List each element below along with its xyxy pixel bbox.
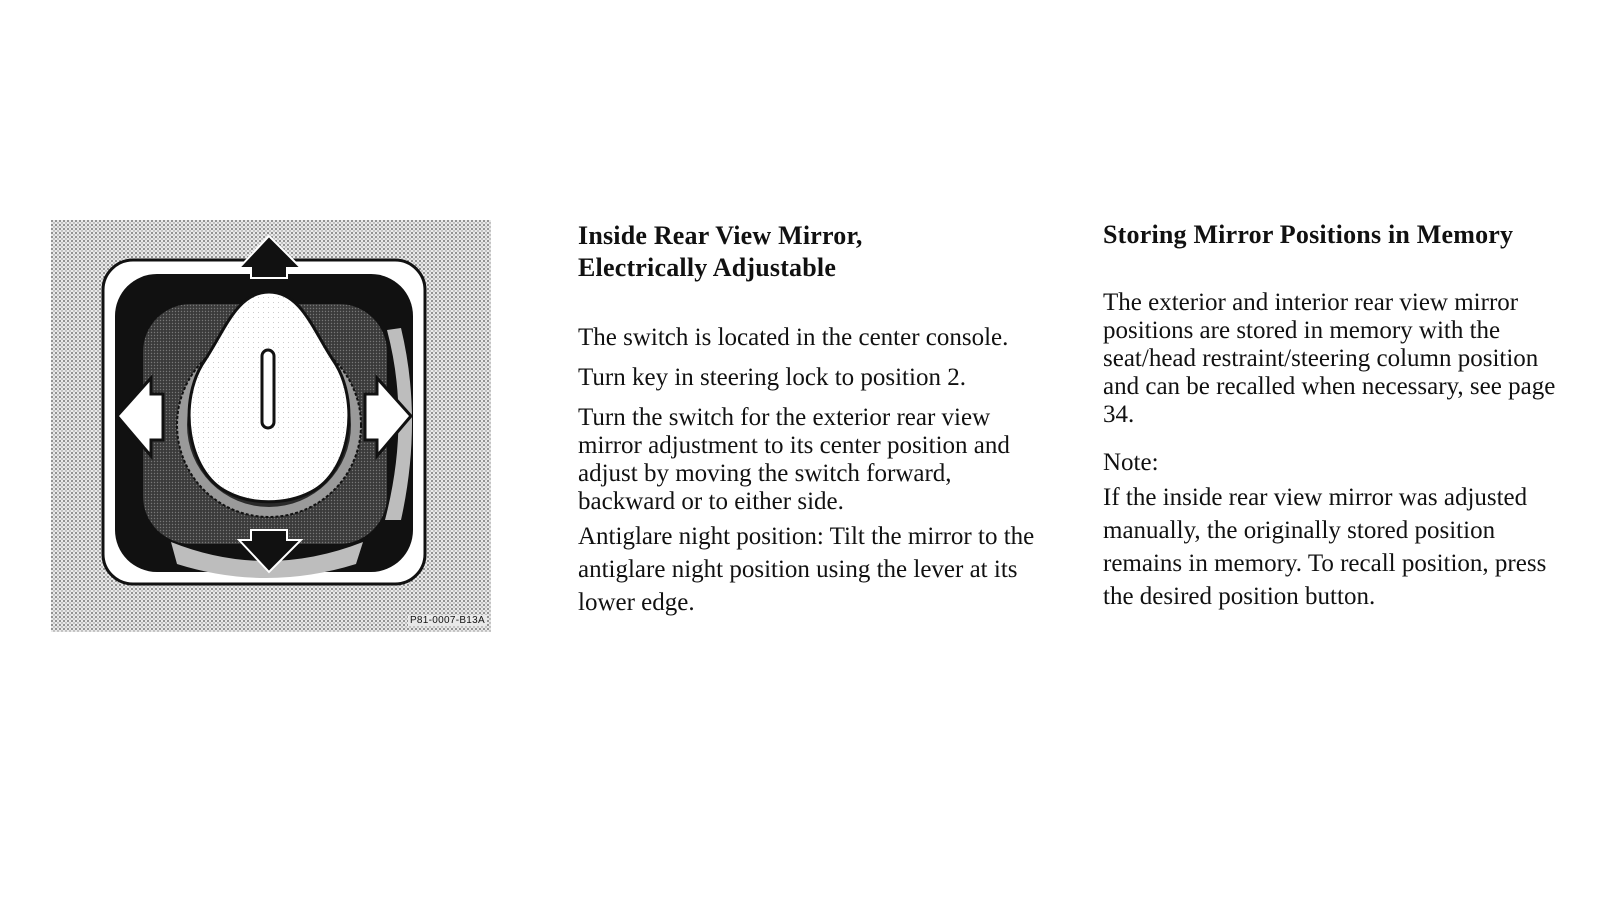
- inside-mirror-section: [578, 220, 1048, 619]
- figure-code-label: P81-0007-B13A: [409, 615, 485, 626]
- heading-line-2: Electrically Adjustable: [578, 253, 837, 282]
- memory-section: [1103, 220, 1563, 613]
- switch-location-paragraph: The switch is located in the center console.: [578, 324, 1009, 351]
- note-paragraph: If the inside rear view mirror was adjusted manually, the originally stored position remains in memory. To recall position, press the desired position button.: [1103, 484, 1547, 610]
- note-label: Note:: [1103, 449, 1159, 476]
- memory-paragraph: The exterior and interior rear view mirror positions are stored in memory with the seat/head restraint/steering column position and can be recalled when necessary, see page 34.: [1103, 289, 1556, 428]
- heading-line-1: Inside Rear View Mirror,: [578, 221, 863, 250]
- section-heading: Storing Mirror Positions in Memory: [1103, 220, 1514, 249]
- section-heading: [578, 220, 1048, 284]
- adjustment-paragraph: Turn the switch for the exterior rear view mirror adjustment to its center position and adjust by moving the switch forward, backward or to either side.: [578, 404, 1010, 515]
- key-position-paragraph: Turn key in steering lock to position 2.: [578, 364, 966, 391]
- mirror-switch-illustration: [51, 220, 491, 632]
- antiglare-paragraph: Antiglare night position: Tilt the mirror to the antiglare night position using the lever at its lower edge.: [578, 523, 1035, 616]
- mirror-adjustment-switch-icon: [51, 220, 491, 632]
